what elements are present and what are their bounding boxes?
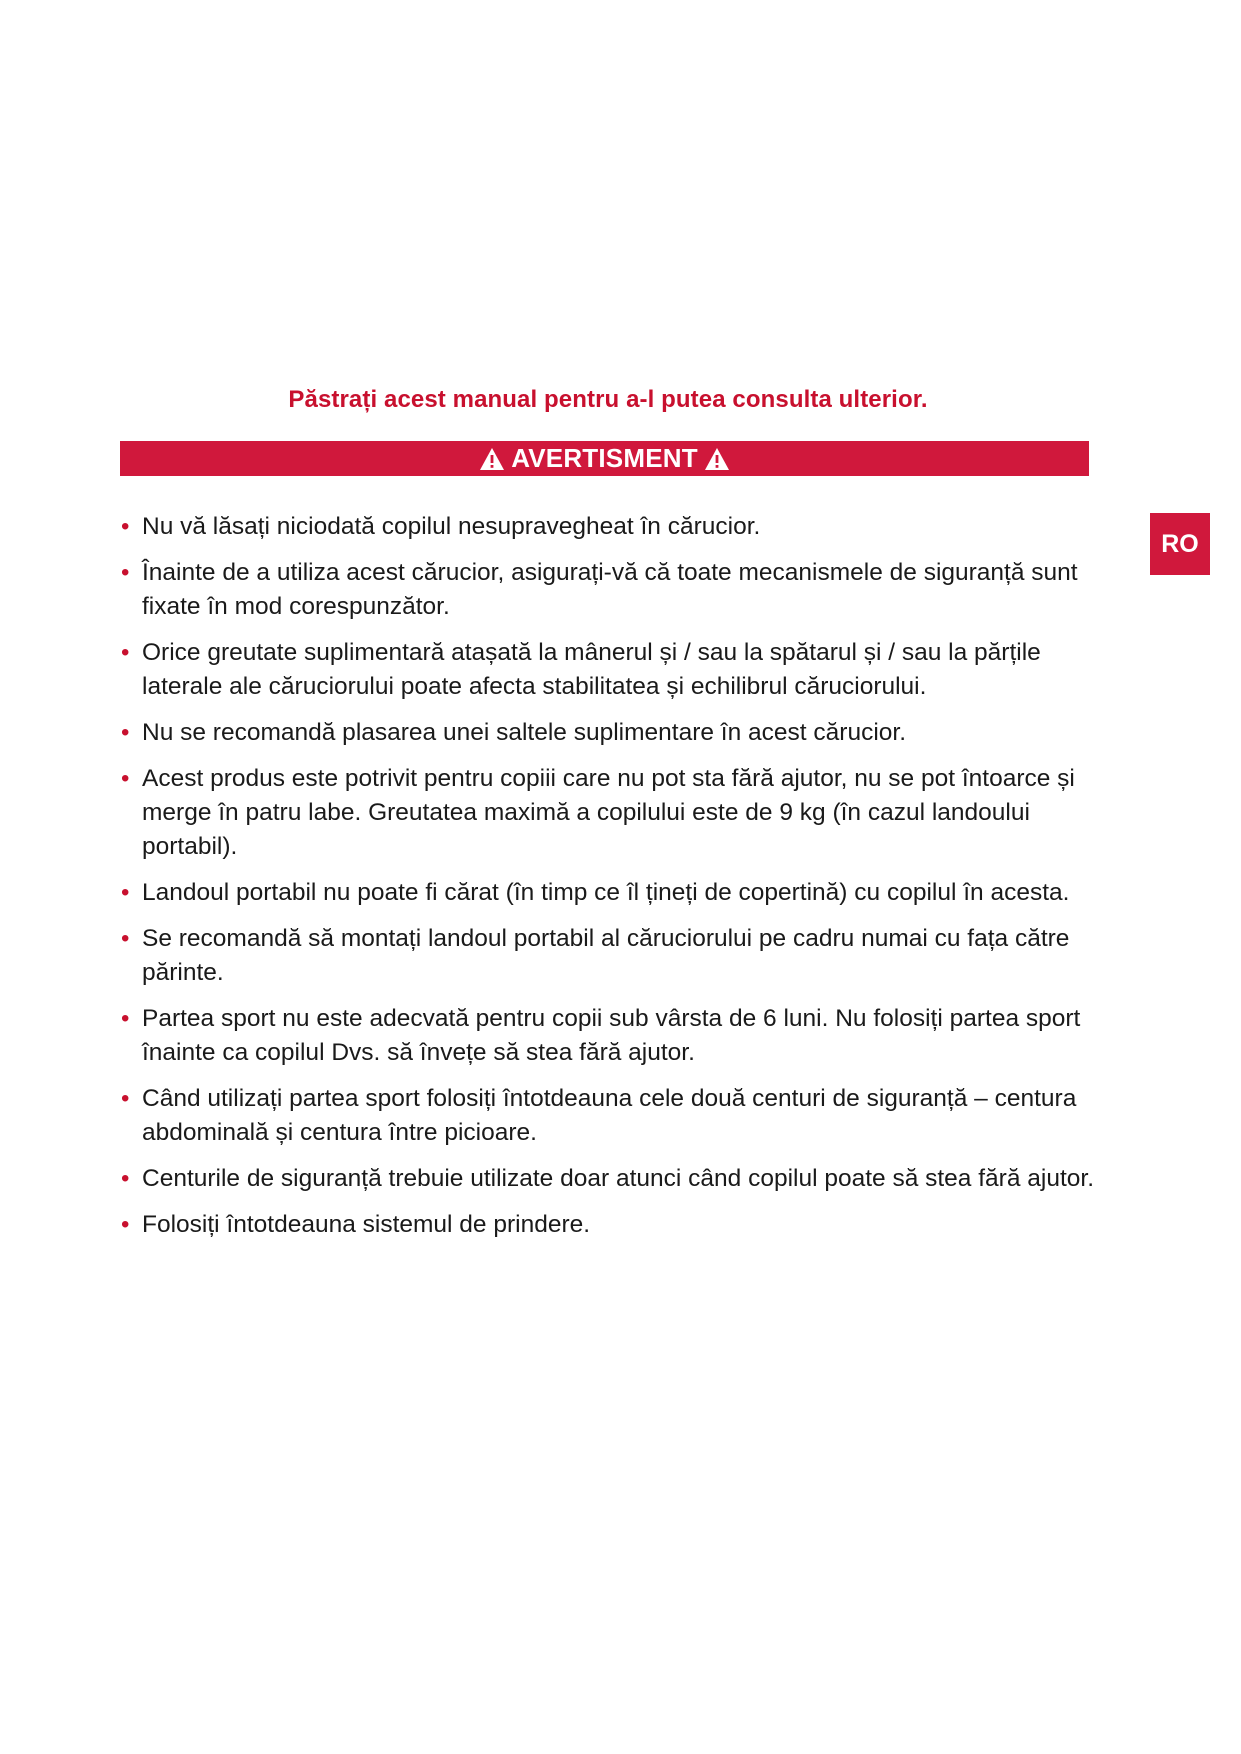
bullet-icon: • <box>121 559 130 586</box>
bullet-icon: • <box>121 1005 130 1032</box>
list-item-text: Înainte de a utiliza acest cărucior, asigurați-vă că toate mecanismele de siguranță sunt fixate în mod corespunzător. <box>142 559 1078 620</box>
warning-list <box>120 510 1095 1254</box>
list-item <box>120 636 1095 704</box>
bullet-icon: • <box>121 1165 130 1192</box>
bullet-icon: • <box>121 639 130 666</box>
list-item-text: Centurile de siguranță trebuie utilizate doar atunci când copilul poate să stea fără ajutor. <box>142 1165 1095 1192</box>
list-item-text: Nu se recomandă plasarea unei saltele suplimentare în acest cărucior. <box>142 719 906 746</box>
list-item-text: Nu vă lăsați niciodată copilul nesupravegheat în cărucior. <box>142 513 761 540</box>
list-item-text: Folosiți întotdeauna sistemul de prindere. <box>142 1211 591 1238</box>
keep-manual-note: Păstrați acest manual pentru a-l putea consulta ulterior. <box>288 386 928 413</box>
list-item <box>120 1002 1095 1070</box>
list-item <box>120 556 1095 624</box>
warning-triangle-icon <box>704 447 730 471</box>
list-item <box>120 922 1095 990</box>
list-item-text: Partea sport nu este adecvată pentru copii sub vârsta de 6 luni. Nu folosiți partea sport înainte ca copilul Dvs. să învețe să stea fără ajutor. <box>142 1005 1081 1066</box>
bullet-icon: • <box>121 1085 130 1112</box>
list-item <box>120 762 1095 864</box>
bullet-icon: • <box>121 513 130 540</box>
warning-triangle-icon <box>479 447 505 471</box>
warning-banner <box>120 441 1089 476</box>
list-item-text: Landoul portabil nu poate fi cărat (în timp ce îl țineți de copertină) cu copilul în acesta. <box>142 879 1070 906</box>
list-item-text: Se recomandă să montați landoul portabil al căruciorului pe cadru numai cu fața către părinte. <box>142 925 1070 986</box>
warning-banner-label: AVERTISMENT <box>511 443 698 473</box>
bullet-icon: • <box>121 925 130 952</box>
list-item <box>120 716 1095 750</box>
list-item <box>120 1162 1095 1196</box>
language-tab: RO <box>1150 513 1210 575</box>
list-item <box>120 510 1095 544</box>
list-item <box>120 1082 1095 1150</box>
list-item-text: Când utilizați partea sport folosiți întotdeauna cele două centuri de siguranță – centura abdominală și centura între picioare. <box>142 1085 1077 1146</box>
bullet-icon: • <box>121 879 130 906</box>
bullet-icon: • <box>121 1211 130 1238</box>
list-item-text: Orice greutate suplimentară atașată la mânerul și / sau la spătarul și / sau la părțile laterale ale căruciorului poate afecta stabilitatea și echilibrul căruciorului. <box>142 639 1041 700</box>
list-item <box>120 1208 1095 1242</box>
bullet-icon: • <box>121 719 130 746</box>
list-item <box>120 876 1095 910</box>
list-item-text: Acest produs este potrivit pentru copiii care nu pot sta fără ajutor, nu se pot întoarce și merge în patru labe. Greutatea maximă a copilului este de 9 kg (în cazul landoului portabil). <box>142 765 1075 860</box>
bullet-icon: • <box>121 765 130 792</box>
